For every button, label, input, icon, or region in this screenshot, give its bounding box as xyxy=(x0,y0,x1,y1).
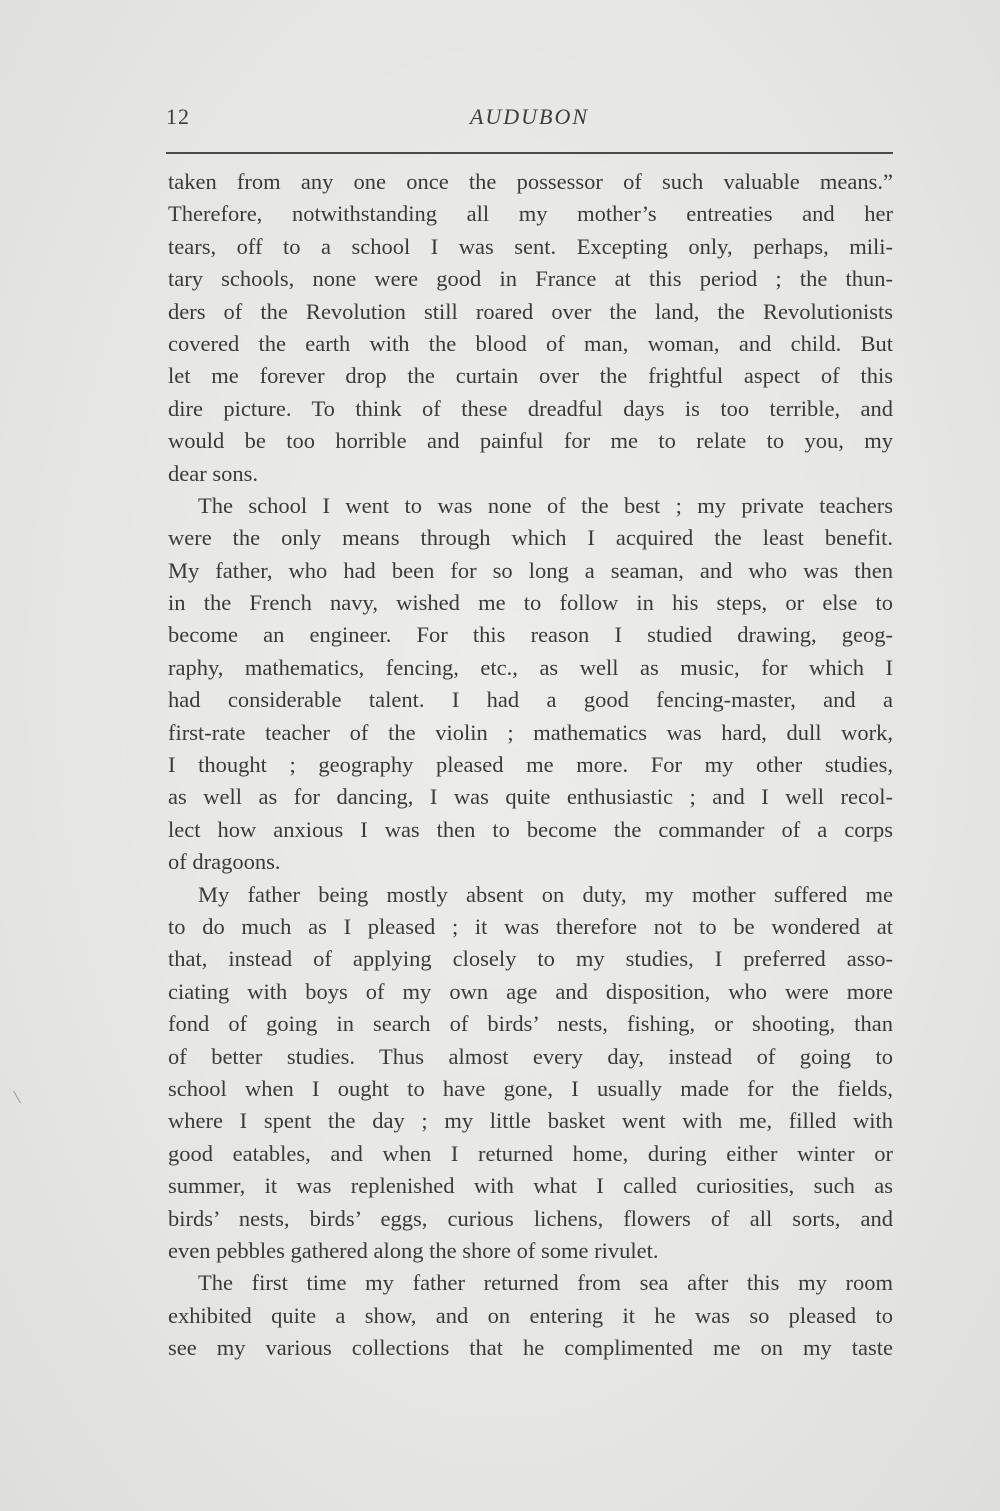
text-line: The school I went to was none of the best ; my private teachers xyxy=(198,492,893,518)
text-line: My father, who had been for so long a seaman, and who was then xyxy=(168,557,893,583)
text-line: dear sons. xyxy=(168,460,258,486)
paragraph xyxy=(168,1267,893,1364)
text-line: fond of going in search of birds’ nests, fishing, or shooting, than xyxy=(168,1011,893,1037)
text-line: raphy, mathematics, fencing, etc., as well as music, for which I xyxy=(168,654,893,680)
text-line: become an engineer. For this reason I studied drawing, geog- xyxy=(168,622,893,648)
margin-mark xyxy=(13,1087,28,1104)
body-text xyxy=(168,166,893,1364)
text-line: let me forever drop the curtain over the frightful aspect of this xyxy=(168,363,893,389)
text-line: lect how anxious I was then to become the commander of a corps xyxy=(168,816,893,842)
text-line: exhibited quite a show, and on entering it he was so pleased to xyxy=(168,1302,893,1328)
running-title: AUDUBON xyxy=(469,104,590,129)
text-line: ciating with boys of my own age and disposition, who were more xyxy=(168,978,893,1004)
text-line: first-rate teacher of the violin ; mathematics was hard, dull work, xyxy=(168,719,893,745)
page-number: 12 xyxy=(166,104,190,129)
paragraph xyxy=(168,490,893,879)
text-line: birds’ nests, birds’ eggs, curious lichens, flowers of all sorts, and xyxy=(168,1205,893,1231)
text-line: tary schools, none were good in France at this period ; the thun- xyxy=(168,266,893,292)
text-line: taken from any one once the possessor of such valuable means.” xyxy=(168,169,893,194)
text-line: would be too horrible and painful for me to relate to you, my xyxy=(168,428,893,454)
text-line: where I spent the day ; my little basket went with me, filled with xyxy=(168,1108,893,1134)
text-line: school when I ought to have gone, I usually made for the fields, xyxy=(168,1075,893,1101)
header-rule xyxy=(166,152,893,154)
text-line: covered the earth with the blood of man, woman, and child. But xyxy=(168,330,893,356)
text-line: The first time my father returned from sea after this my room xyxy=(198,1270,893,1296)
text-line: that, instead of applying closely to my studies, I preferred asso- xyxy=(168,946,893,972)
text-line: had considerable talent. I had a good fencing-master, and a xyxy=(168,687,893,713)
text-line: summer, it was replenished with what I called curiosities, such as xyxy=(168,1173,893,1199)
paragraph xyxy=(168,166,893,490)
running-head xyxy=(166,104,893,138)
text-line: tears, off to a school I was sent. Excepting only, perhaps, mili- xyxy=(168,233,893,259)
text-line: see my various collections that he complimented me on my taste xyxy=(168,1335,893,1361)
text-line: of dragoons. xyxy=(168,849,281,875)
paragraph xyxy=(168,879,893,1268)
text-line: Therefore, notwithstanding all my mother’s entreaties and her xyxy=(168,201,893,227)
text-line: dire picture. To think of these dreadful days is too terrible, and xyxy=(168,395,893,421)
text-line: I thought ; geography pleased me more. For my other studies, xyxy=(168,752,893,778)
text-line: as well as for dancing, I was quite enthusiastic ; and I well recol- xyxy=(168,784,893,810)
text-line: were the only means through which I acquired the least benefit. xyxy=(168,525,893,551)
text-line: even pebbles gathered along the shore of some rivulet. xyxy=(168,1237,659,1263)
text-line: good eatables, and when I returned home, during either winter or xyxy=(168,1140,893,1166)
text-line: of better studies. Thus almost every day, instead of going to xyxy=(168,1043,893,1069)
text-line: in the French navy, wished me to follow in his steps, or else to xyxy=(168,590,893,616)
text-line: ders of the Revolution still roared over the land, the Revolutionists xyxy=(168,298,893,324)
text-line: to do much as I pleased ; it was therefore not to be wondered at xyxy=(168,913,893,939)
text-line: My father being mostly absent on duty, my mother suffered me xyxy=(198,881,893,907)
